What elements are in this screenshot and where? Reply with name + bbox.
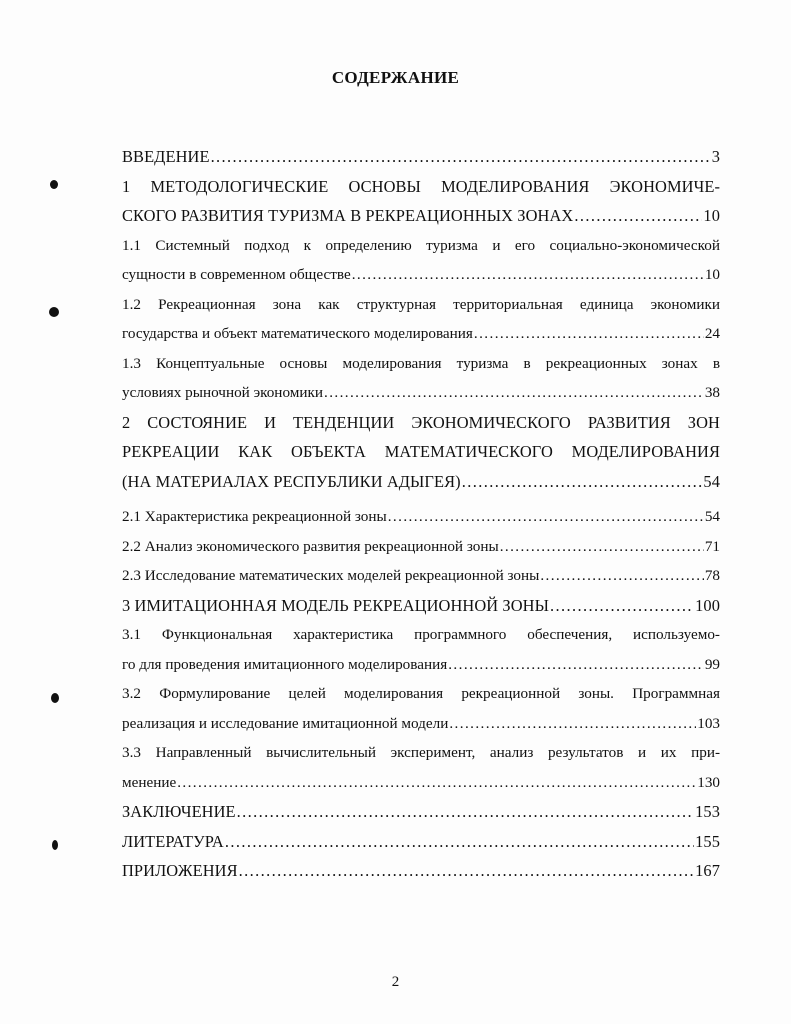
toc-page-number: 71 [704, 537, 720, 555]
toc-entry-text: 2 СОСТОЯНИЕ И ТЕНДЕНЦИИ ЭКОНОМИЧЕСКОГО РАЗВИТИЯ ЗОН [122, 412, 720, 432]
toc-entry-text: 2.3 Исследование математических моделей рекреационной зоны [122, 567, 540, 584]
toc-entry-text: ПРИЛОЖЕНИЯ [122, 861, 238, 880]
toc-page-number: 3 [711, 147, 720, 166]
toc-page-number: 155 [695, 831, 720, 851]
toc-entry-chapter-2[interactable] [122, 467, 720, 497]
toc-page-number: 38 [704, 384, 720, 401]
toc-page-number: 24 [704, 325, 720, 342]
toc-entry-chapter-1[interactable] [122, 201, 720, 231]
toc-entry-text: ЗАКЛЮЧЕНИЕ [122, 802, 236, 821]
toc-page-number: 153 [695, 802, 720, 821]
dot-leader [225, 827, 694, 857]
toc-entry-text: 1 МЕТОДОЛОГИЧЕСКИЕ ОСНОВЫ МОДЕЛИРОВАНИЯ ЭКОНОМИЧЕ- [122, 176, 720, 196]
toc-page-number: 167 [695, 861, 720, 880]
toc-page-number: 54 [704, 508, 720, 525]
toc-entry-text: 3.2 Формулирование целей моделирования рекреационной зоны. Программная [122, 685, 720, 702]
dot-leader [449, 709, 696, 739]
toc-page-number: 54 [703, 471, 720, 491]
toc-entry-text: 3 ИМИТАЦИОННАЯ МОДЕЛЬ РЕКРЕАЦИОННОЙ ЗОНЫ [122, 595, 549, 615]
toc-entry-text: 1.3 Концептуальные основы моделирования туризма в рекреационных зонах в [122, 354, 720, 372]
toc-entry-text: 2.1 Характеристика рекреационной зоны [122, 508, 387, 525]
toc-entry-text: государства и объект математического моделирования [122, 325, 473, 342]
dot-leader [574, 201, 702, 231]
toc-page-number: 10 [704, 266, 720, 283]
toc-entry-line [122, 290, 720, 320]
toc-entry-text: условиях рыночной экономики [122, 384, 323, 401]
toc-entry-section-3-1[interactable] [122, 650, 720, 680]
toc-entry-line [122, 437, 720, 467]
dot-leader [177, 768, 696, 798]
toc-entry-section-3-2[interactable] [122, 709, 720, 739]
dot-leader [211, 142, 711, 172]
toc-entry-section-2-3[interactable] [122, 561, 720, 591]
dot-leader [500, 532, 704, 562]
dot-leader [448, 650, 704, 680]
dot-leader [324, 378, 704, 408]
toc-entry-section-1-2[interactable] [122, 319, 720, 349]
toc-entry-conclusion[interactable] [122, 797, 720, 827]
toc-entry-text: РЕКРЕАЦИИ КАК ОБЪЕКТА МАТЕМАТИЧЕСКОГО МОДЕЛИРОВАНИЯ [122, 442, 720, 461]
toc-page-number: 10 [703, 206, 720, 225]
toc-entry-text: 3.3 Направленный вычислительный эксперимент, анализ результатов и их при- [122, 744, 720, 761]
toc-entry-text: 2.2 Анализ экономического развития рекреационной зоны [122, 537, 499, 555]
toc-entry-literature[interactable] [122, 827, 720, 857]
toc-entry-text: ЛИТЕРАТУРА [122, 831, 224, 851]
toc-entry-chapter-3[interactable] [122, 591, 720, 621]
dot-leader [388, 502, 704, 532]
dot-leader [550, 591, 694, 621]
toc-entry-line [122, 231, 720, 261]
dot-leader [237, 797, 694, 827]
toc-entry-section-1-3[interactable] [122, 378, 720, 408]
toc-entry-line [122, 679, 720, 709]
page-title: СОДЕРЖАНИЕ [331, 68, 460, 87]
dot-leader [352, 260, 704, 290]
toc-entry-section-2-2[interactable] [122, 532, 720, 562]
toc-entry-text: менение [122, 773, 177, 791]
toc-entry-line [122, 349, 720, 379]
toc-page-number: 78 [704, 567, 720, 584]
toc-entry-text: реализация и исследование имитационной модели [122, 714, 449, 732]
toc-entry-text: ВВЕДЕНИЕ [122, 147, 210, 166]
dot-leader [474, 319, 704, 349]
toc-entry-text: (НА МАТЕРИАЛАХ РЕСПУБЛИКИ АДЫГЕЯ) [122, 471, 461, 491]
table-of-contents [122, 142, 720, 886]
dot-leader [462, 467, 703, 497]
toc-entry-section-2-1[interactable] [122, 502, 720, 532]
toc-entry-text: 3.1 Функциональная характеристика программного обеспечения, используемо- [122, 626, 720, 643]
toc-entry-line [122, 172, 720, 202]
toc-entry-text: го для проведения имитационного моделирования [122, 655, 448, 673]
binder-hole-mark [51, 693, 59, 703]
dot-leader [239, 856, 694, 886]
toc-entry-text: СКОГО РАЗВИТИЯ ТУРИЗМА В РЕКРЕАЦИОННЫХ ЗОНАХ [122, 206, 574, 225]
toc-page-number: 99 [704, 655, 720, 673]
toc-page-number: 100 [695, 595, 720, 615]
binder-hole-mark [50, 180, 58, 189]
toc-entry-line [122, 738, 720, 768]
toc-page-number: 130 [697, 773, 720, 791]
toc-entry-line [122, 620, 720, 650]
toc-page-number: 103 [697, 714, 720, 732]
binder-hole-mark [49, 307, 59, 317]
toc-entry-line [122, 408, 720, 438]
toc-entry-introduction[interactable] [122, 142, 720, 172]
toc-entry-text: 1.1 Системный подход к определению туризма и его социально-экономической [122, 236, 720, 254]
toc-entry-section-3-3[interactable] [122, 768, 720, 798]
toc-entry-appendices[interactable] [122, 856, 720, 886]
toc-entry-text: 1.2 Рекреационная зона как структурная территориальная единица экономики [122, 295, 720, 313]
toc-entry-text: сущности в современном обществе [122, 266, 351, 283]
page-number: 2 [391, 974, 400, 990]
binder-hole-mark [52, 840, 58, 850]
dot-leader [540, 561, 703, 591]
toc-entry-section-1-1[interactable] [122, 260, 720, 290]
